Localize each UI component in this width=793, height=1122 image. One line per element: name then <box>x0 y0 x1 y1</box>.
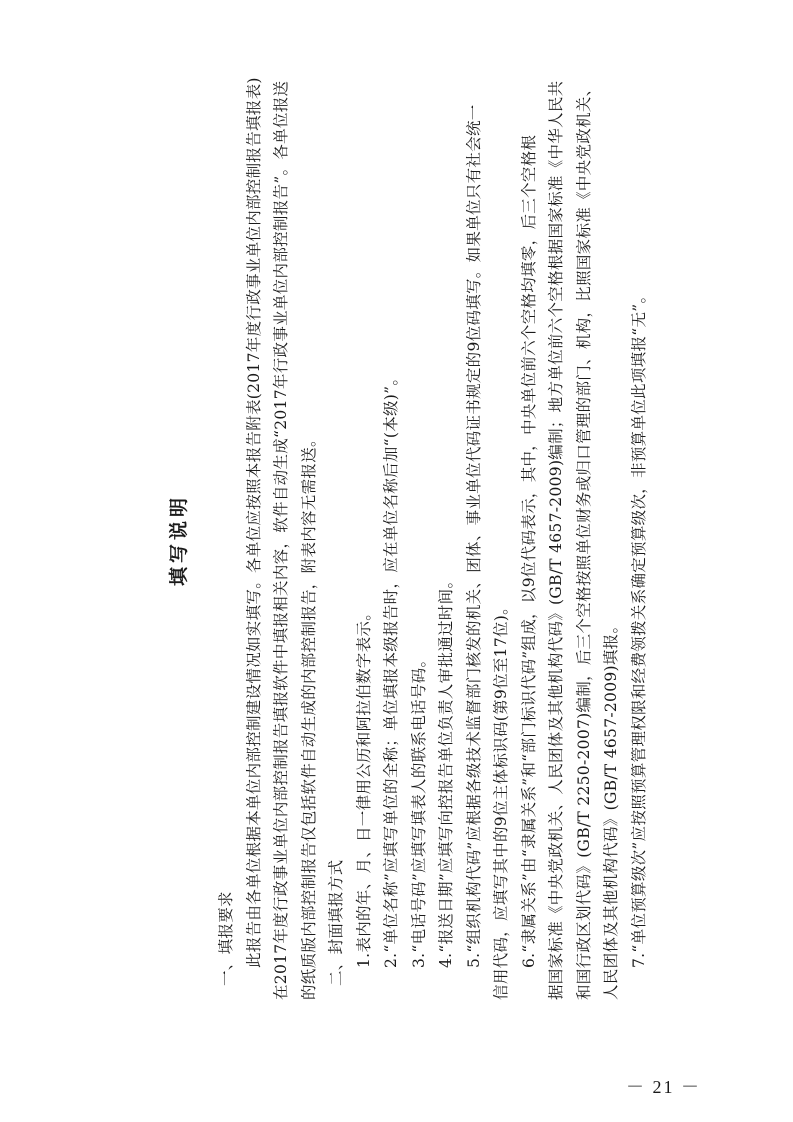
list-item-cont: 和国行政区划代码》(GB/T 2250-2007)编制，后三个空格按照单位财务或归口管理的部门、机构，比照国家标准《中央党政机关、 <box>574 80 593 1000</box>
list-item: 4.“报送日期”应填写向控报告单位负责人审批通过时间。 <box>437 572 455 968</box>
list-item: 6.“隶属关系”由“隶属关系”和“部门标识代码”组成，以9位代码表示，其中，中央单位前六个空格均填零，后三个空格根 <box>519 134 538 968</box>
list-item: 7.“单位预算级次”应按照预算管理权限和经费领拨关系确定预算级次，非预算单位此项填报“无”。 <box>629 287 648 968</box>
list-item-cont: 信用代码，应填写其中的9位主体标识码(第9位至17位)。 <box>492 599 510 1000</box>
list-item-cont: 人民团体及其他机构代码》(GB/T 4657-2009)填报。 <box>602 617 620 1000</box>
list-item: 5.“组织机构代码”应根据各级技术监督部门核发的机关、团体、事业单位代码证书规定的9位码填写。如果单位只有社会统一 <box>464 104 483 968</box>
list-item-cont: 据国家标准《中央党政机关、人民团体及其他机构代码》(GB/T 4657-2009)编制；地方单位前六个空格根据国家标准《中华人民共 <box>547 80 565 1000</box>
page-number: － 21 － <box>626 1077 701 1097</box>
paragraph-line: 的纸质版内部控制报告仅包括软件自动生成的内部控制报告，附表内容无需报送。 <box>299 431 318 1000</box>
list-item: 2.“单位名称”应填写单位的全称；单位填报本级报告时，应在单位名称后加“(本级)”。 <box>382 369 400 968</box>
page-title: 填写说明 <box>168 494 190 587</box>
list-item: 3.“电话号码”应填写填表人的联系电话号码。 <box>409 651 428 968</box>
paragraph-line: 在2017年度行政事业单位内部控制报告填报软件中填报相关内容，软件自动生成“2017年行政事业单位内部控制报告”。各单位报送 <box>272 80 290 1000</box>
rotated-page-content <box>164 77 648 1000</box>
list-item: 1.表内的年、月、日一律用公历和阿拉伯数字表示。 <box>354 605 373 968</box>
section-heading-1: 一、填报要求 <box>217 891 235 986</box>
paragraph-line: 此报告由各单位根据本单位内部控制建设情况如实填写。各单位应按照本报告附表(2017年度行政事业单位内部控制报告填报表) <box>244 77 263 968</box>
section-heading-2: 二、封面填报方式 <box>327 859 345 986</box>
